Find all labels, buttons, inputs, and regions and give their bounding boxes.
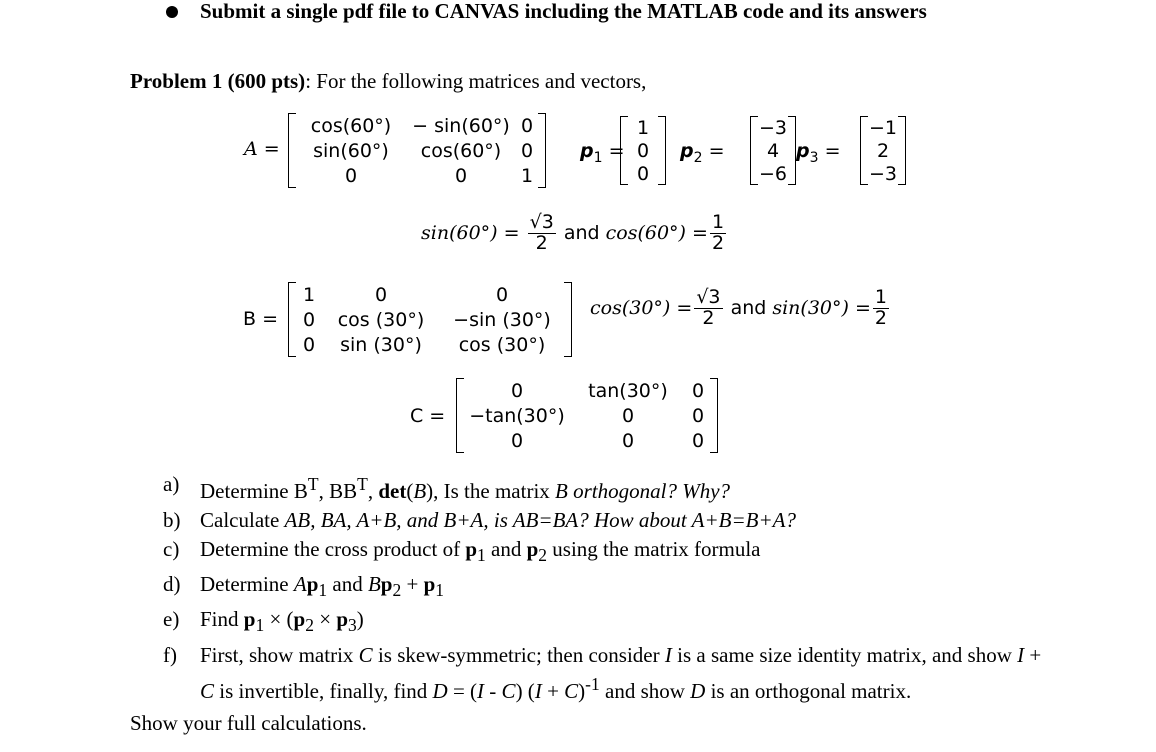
cos60-fraction: [710, 213, 726, 254]
matrix-a-label: A =: [244, 138, 280, 160]
sin30-denominator: 2: [874, 306, 887, 329]
vector-p2-entry: −6: [758, 162, 787, 185]
question-text: First, show matrix C is skew-symmetric; then consider I is a same size identity matrix, and show I + C is invertible, finally, find D = (I - C) $(I + C)^{-1}$ and show D is an orthogonal matrix.: [200, 642, 1042, 703]
vector-p3-entry: −3: [868, 162, 897, 185]
cos60-lhs: cos(60°): [605, 222, 686, 245]
matrix-a-cell: cos(60°): [420, 139, 502, 162]
sin60-lhs: sin(60°): [421, 222, 498, 245]
question-letter: a): [163, 472, 180, 496]
matrix-c-cell: tan(30°): [588, 379, 668, 402]
question-item: [163, 605, 1043, 640]
sin30-fraction: [873, 288, 889, 329]
vector-p2-entry: −3: [758, 116, 787, 139]
cos60-numerator: 1: [711, 211, 725, 233]
vector-p2: [750, 116, 796, 185]
and-word: and: [730, 297, 767, 320]
sin60-denominator: 2: [535, 231, 548, 254]
vector-p3-label: $p_3$ =: [796, 140, 841, 166]
question-letter: b): [163, 508, 181, 532]
identity-30: [590, 288, 891, 329]
question-item: [163, 570, 1043, 605]
matrix-b-cell: 1: [302, 283, 316, 306]
question-letter: d): [163, 572, 181, 597]
matrix-b-cell: sin (30°): [340, 333, 422, 356]
sin30-lhs: sin(30°): [772, 297, 849, 320]
question-item: [163, 506, 1043, 535]
vector-p1-entry: 0: [636, 139, 650, 162]
question-item: [163, 470, 1043, 506]
equals-sign: =: [503, 222, 520, 245]
sin60-numerator: √3: [529, 211, 554, 233]
matrix-a-cell: sin(60°): [313, 139, 389, 162]
matrix-c-cell: 0: [691, 429, 705, 452]
question-text: Determine $B^T$, $BB^T$, det(B), Is the matrix B orthogonal? Why?: [200, 474, 731, 503]
problem-heading: Problem 1 (600 pts): [130, 69, 306, 93]
identity-60: [421, 213, 728, 254]
vector-p3: [860, 116, 906, 185]
matrix-c-cell: 0: [691, 379, 705, 402]
matrix-c: [456, 378, 718, 453]
question-letter: f): [163, 642, 177, 667]
vector-p1: [620, 116, 666, 185]
matrix-c-cell: −tan(30°): [469, 404, 565, 427]
cos30-lhs: cos(30°): [590, 297, 671, 320]
matrix-c-cell: 0: [691, 404, 705, 427]
matrix-b-cell: cos (30°): [458, 333, 546, 356]
and-word: and: [563, 222, 600, 245]
matrix-b-cell: −sin (30°): [453, 308, 551, 331]
matrix-c-cell: 0: [621, 404, 635, 427]
matrix-b-cell: cos (30°): [337, 308, 425, 331]
matrix-a-cell: 0: [520, 139, 534, 162]
question-text: Calculate AB, BA, A+B, and B+A, is AB=BA? How about A+B=B+A?: [200, 508, 796, 532]
question-item: [163, 535, 1043, 570]
matrix-b-cell: 0: [302, 308, 316, 331]
vector-p1-entry: 0: [636, 162, 650, 185]
matrix-b-cell: 0: [374, 283, 388, 306]
question-text: Determine $Ap_1$ and $Bp_2 + p_1$: [200, 572, 445, 601]
matrix-a-cell: cos(60°): [310, 114, 392, 137]
question-text: Determine the cross product of $p_1$ and $p_2$ using the matrix formula: [200, 537, 761, 566]
question-text: Find $p_1 \times (p_2 \times p_3)$: [200, 607, 364, 636]
footer-note: Show your full calculations.: [130, 711, 367, 735]
matrix-b-cell: 0: [302, 333, 316, 356]
question-letter: c): [163, 537, 180, 561]
equals-sign: =: [676, 297, 693, 320]
matrix-a-cell: 0: [520, 114, 534, 137]
matrix-a-cell: 0: [454, 164, 468, 187]
problem-statement: [130, 69, 646, 94]
matrix-c-cell: 0: [510, 429, 524, 452]
matrix-c-cell: 0: [621, 429, 635, 452]
vector-p3-entry: −1: [868, 116, 897, 139]
matrix-c-label: C =: [410, 405, 446, 427]
bullet-icon: [166, 6, 178, 18]
equals-sign: =: [692, 222, 708, 245]
vector-p1-entry: 1: [636, 116, 650, 139]
question-item: [163, 641, 1043, 706]
matrix-b: [288, 282, 572, 357]
matrix-c-cell: 0: [510, 379, 524, 402]
matrix-a-cell: 1: [520, 164, 534, 187]
matrix-a-cell: 0: [344, 164, 358, 187]
question-letter: e): [163, 607, 180, 632]
sin30-numerator: 1: [874, 286, 887, 308]
vector-p3-entry: 2: [876, 139, 890, 162]
vector-p2-entry: 4: [766, 139, 780, 162]
cos30-fraction: [694, 288, 722, 329]
sin60-fraction: [528, 213, 556, 254]
matrix-b-cell: 0: [495, 283, 509, 306]
vector-p2-label: $p_2$ =: [680, 140, 725, 166]
matrix-a: [288, 113, 546, 188]
matrix-a-cell: − sin(60°): [412, 114, 510, 137]
instruction-text: Submit a single pdf file to CANVAS including the MATLAB code and its answers: [200, 0, 927, 23]
cos30-numerator: √3: [696, 286, 721, 308]
question-list: [163, 470, 1043, 706]
cos30-denominator: 2: [702, 306, 715, 329]
cos60-denominator: 2: [711, 231, 725, 254]
equals-sign: =: [854, 297, 871, 320]
vector-p1-label: $p_1$ =: [580, 140, 625, 166]
matrix-b-label: B =: [243, 308, 278, 330]
problem-intro: : For the following matrices and vectors,: [305, 69, 647, 93]
